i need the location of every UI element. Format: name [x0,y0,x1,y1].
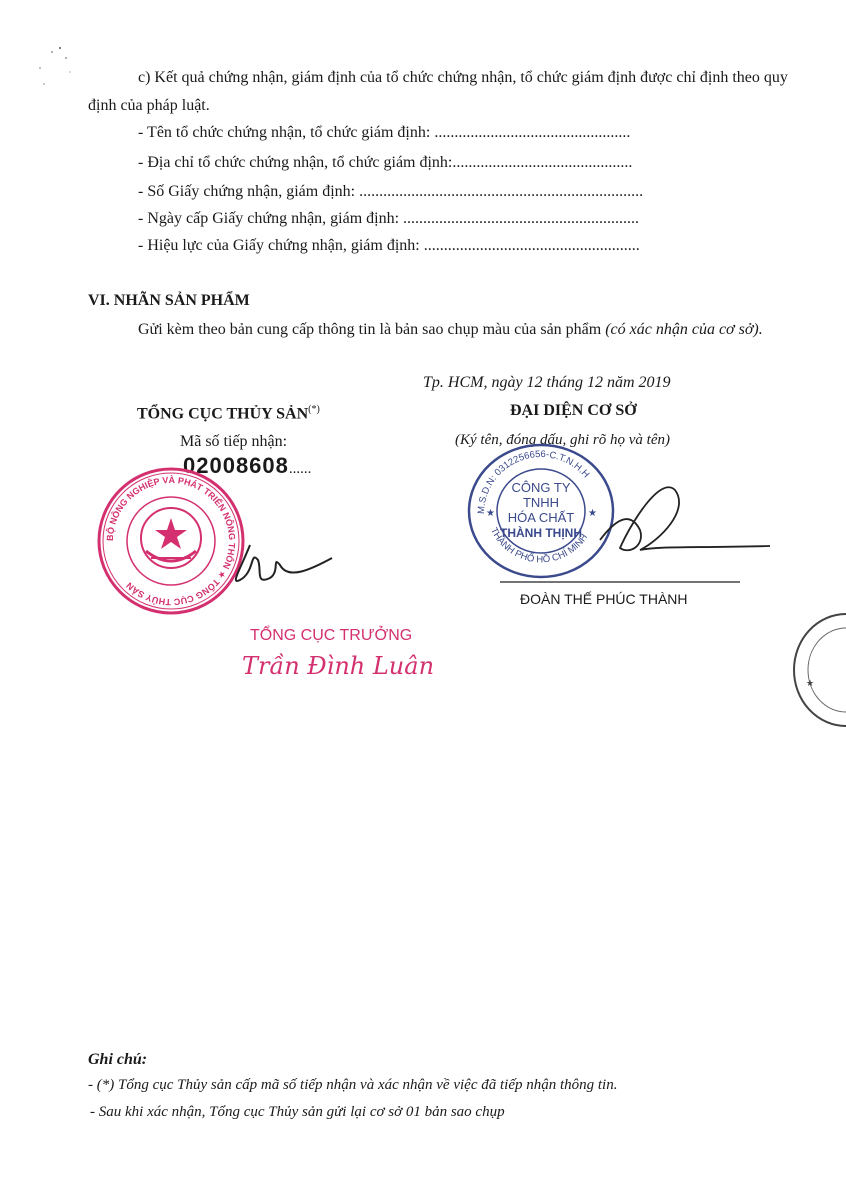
director-name: Trần Đình Luân [242,652,435,680]
receipt-code-label: Mã số tiếp nhận: [180,433,288,450]
receipt-code-value: 02008608 [183,453,289,478]
representative-name: ĐOÀN THẾ PHÚC THÀNH [520,591,688,607]
edge-seal-graphic [784,608,846,728]
field-cert-org-address: - Địa chỉ tổ chức chứng nhận, tổ chức giám định:............................................. [138,154,633,171]
edge-seal-fragment [784,608,846,728]
speck-marks [30,40,80,90]
notes-heading: Ghi chú: [88,1051,148,1068]
sign-instruction: (Ký tên, đóng dấu, ghi rõ họ và tên) [455,432,670,448]
agency-signature-stroke [200,530,340,600]
section-vi-note: (có xác nhận của cơ sở). [605,321,763,338]
agency-seal-ring-text: BỘ NÔNG NGHIỆP VÀ PHÁT TRIỂN NÔNG THÔN ★ TỔNG CỤC THỦY SẢN [104,474,238,608]
company-seal-bottom-text: THÀNH PHỐ HỒ CHÍ MINH [487,525,591,566]
agency-title [137,404,320,423]
company-seal-line-2: TNHH [522,495,560,510]
note-item-1: - (*) Tổng cục Thủy sản cấp mã số tiếp nhận và xác nhận về việc đã tiếp nhận thông tin. [88,1077,618,1093]
edge-seal-star: ★ [806,678,815,688]
company-seal-star-right: ★ [588,508,597,519]
director-title: TỔNG CỤC TRƯỞNG [250,627,413,644]
agency-footnote-mark: (*) [308,404,320,415]
company-seal-line-1: CÔNG TY [511,480,571,495]
section-c-paragraph: c) Kết quả chứng nhận, giám định của tổ chức chứng nhận, tổ chức giám định được chỉ định theo quy định của pháp luật. [88,69,788,114]
company-seal-line-3: HÓA CHẤT [507,510,575,525]
field-cert-org-name: - Tên tổ chức chứng nhận, tổ chức giám định: ................................................. [138,124,631,141]
place-date: Tp. HCM, ngày 12 tháng 12 năm 2019 [423,374,671,391]
section-vi-text: Gửi kèm theo bản cung cấp thông tin là bản sao chụp màu của sản phẩm [138,321,602,338]
company-seal-line-4: THÀNH THỊNH [500,526,582,540]
company-seal-top-text: M.S.D.N: 0312256656-C.T.N.H.H [475,448,592,515]
agency-name: TỔNG CỤC THỦY SẢN [137,405,309,423]
representative-title: ĐẠI DIỆN CƠ SỞ [510,402,637,419]
section-vi-paragraph [88,316,808,344]
receipt-code-dots: ...... [288,461,312,477]
section-vi-heading: VI. NHÃN SẢN PHẨM [88,292,250,309]
field-cert-issue-date: - Ngày cấp Giấy chứng nhận, giám định: ........................................................... [138,210,640,227]
field-cert-validity: - Hiệu lực của Giấy chứng nhận, giám định: ...................................................... [138,237,640,254]
representative-signature-stroke [487,470,780,585]
agency-signature [200,530,340,600]
company-seal-star-left: ★ [486,508,495,519]
field-cert-number: - Số Giấy chứng nhận, giám định: ....................................................................... [138,183,644,200]
representative-signature [487,470,780,585]
note-item-2: - Sau khi xác nhận, Tổng cục Thủy sản gửi lại cơ sở 01 bản sao chụp [90,1104,505,1120]
scan-specks [30,40,80,90]
